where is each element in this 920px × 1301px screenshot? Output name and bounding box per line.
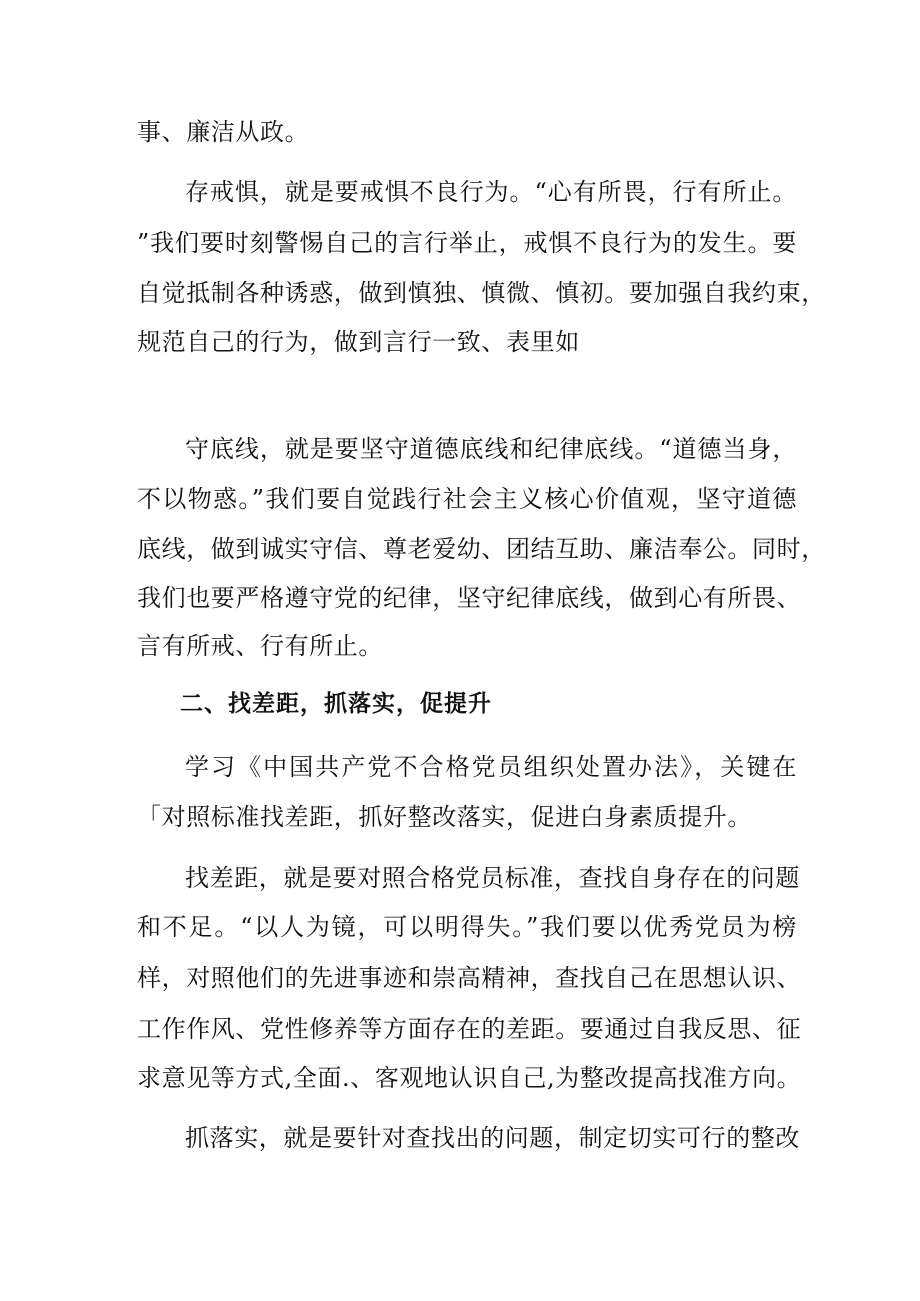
paragraph-line: 「对照标准找差距，抓好整改落实，促进白身素质提升。 <box>137 803 752 831</box>
paragraph-line: 找差距，就是要对照合格党员标准，查找自身存在的问题 <box>185 864 800 892</box>
paragraph-line: 不以物惑。”我们要自觉践行社会主义核心价值观，坚守道德 <box>137 485 797 513</box>
section-heading: 二、找差距，抓落实，促提升 <box>180 691 492 717</box>
paragraph-line: 求意见等方式,全面.、客观地认识自己,为整改提高找准方向。 <box>137 1064 802 1092</box>
paragraph-line: 事、廉洁从政。 <box>137 118 310 146</box>
paragraph-line: 我们也要严格遵守党的纪律，坚守纪律底线，做到心有所畏、 <box>137 584 802 612</box>
paragraph-line: 工作作风、党性修养等方面存在的差距。要通过自我反思、征 <box>137 1015 802 1043</box>
paragraph-line: 学习《中国共产党不合格党员组织处置办法》，关键在 <box>185 753 797 781</box>
paragraph-line: 自觉抵制各种诱惑，做到慎独、慎微、慎初。要加强自我约束， <box>137 279 826 307</box>
paragraph-line: 言有所戒、行有所止。 <box>137 632 383 660</box>
paragraph-line: 存戒惧，就是要戒惧不良行为。“心有所畏，行有所止。 <box>185 178 797 206</box>
paragraph-line: 守底线，就是要坚守道德底线和纪律底线。“道德当身， <box>185 435 797 463</box>
paragraph-line: ”我们要时刻警惕自己的言行举止，戒惧不良行为的发生。要 <box>137 229 797 257</box>
paragraph-line: 样，对照他们的先进事迹和崇高精神，查找自己在思想认识、 <box>137 964 802 992</box>
paragraph-line: 底线，做到诚实守信、尊老爱幼、团结互助、廉洁奉公。同时， <box>137 535 826 563</box>
paragraph-line: 和不足。“以人为镜，可以明得失。”我们要以优秀党员为榜 <box>137 913 797 941</box>
paragraph-line: 抓落实，就是要针对查找出的问题，制定切实可行的整改 <box>185 1124 800 1152</box>
paragraph-line: 规范自己的行为，做到言行一致、表里如 <box>137 328 580 356</box>
